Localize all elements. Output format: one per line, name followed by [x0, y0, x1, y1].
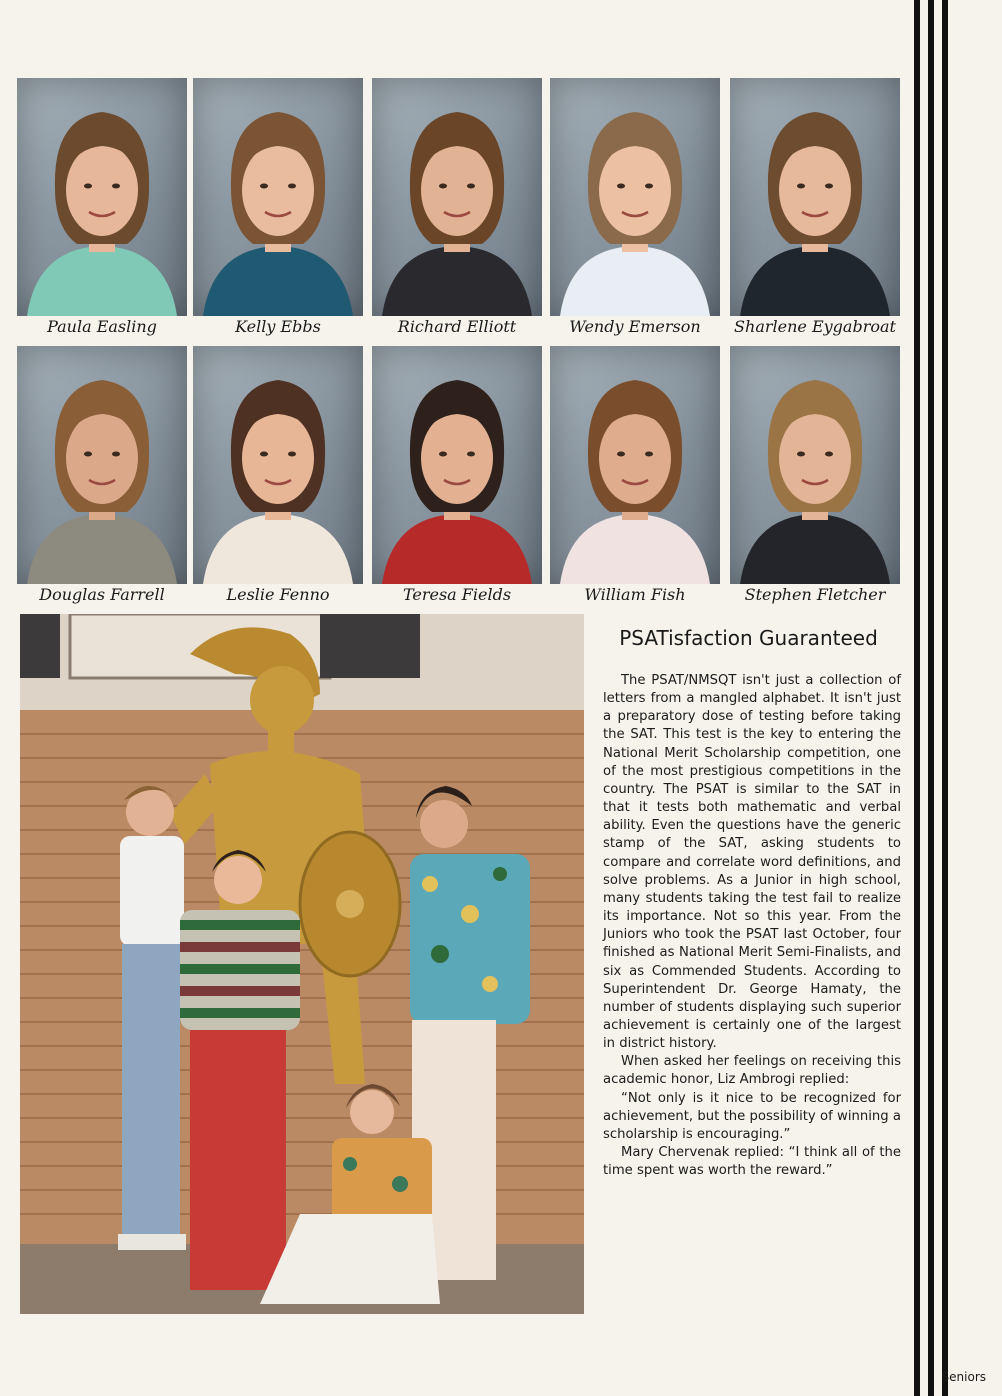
portrait-name: Leslie Fenno	[226, 585, 330, 604]
group-photo	[20, 614, 584, 1314]
person-striped-sweater	[180, 850, 300, 1290]
portrait-name: William Fish	[584, 585, 686, 604]
portrait-photo	[550, 346, 720, 584]
portrait-photo	[372, 78, 542, 316]
portrait-name: Stephen Fletcher	[744, 585, 886, 604]
portrait-photo	[17, 346, 187, 584]
portrait-name: Teresa Fields	[402, 585, 512, 604]
portrait-photo	[550, 78, 720, 316]
article-body	[603, 672, 901, 1180]
portrait-photo	[17, 78, 187, 316]
portrait-photo	[730, 346, 900, 584]
article-paragraph: When asked her feelings on receiving this academic honor, Liz Ambrogi replied:	[603, 1054, 901, 1088]
portrait-name: Paula Easling	[47, 317, 157, 336]
section-label: Seniors	[941, 1370, 986, 1384]
article-headline: PSATisfaction Guaranteed	[619, 626, 878, 650]
portrait-photo	[193, 78, 363, 316]
portrait-name: Douglas Farrell	[39, 585, 165, 604]
portrait-name: Kelly Ebbs	[235, 317, 321, 336]
article-paragraph: The PSAT/NMSQT isn't just a collection of letters from a mangled alphabet. It isn't just a preparatory dose of testing before taking the SAT. This test is the key to entering the National Merit Scholarship competition, one of the most prestigious competitions in the country. The PSAT is similar to the SAT in that it tests both mathematic and verbal ability. Even the questions have the generic stamp of the SAT, asking students to compare and correlate word definitions, and solve problems. As a Junior in high school, many students taking the test fail to realize its importance. Not so this year. From the Juniors who took the PSAT last October, four finished as National Merit Semi-Finalists, and six as Commended Students. According to Superintendent Dr. George Hamaty, the number of students displaying such superior achievement is certainly one of the largest in district history.	[603, 673, 901, 1052]
portrait-name: Richard Elliott	[397, 317, 517, 336]
portrait-name: Wendy Emerson	[569, 317, 701, 336]
person-white-tee	[118, 786, 186, 1250]
decorative-border-stripes	[912, 0, 1002, 1396]
article-paragraph: Mary Chervenak replied: “I think all of the time spent was worth the reward.”	[603, 1145, 901, 1179]
portrait-name: Sharlene Eygabroat	[734, 317, 896, 336]
portrait-photo	[730, 78, 900, 316]
portrait-photo	[193, 346, 363, 584]
portrait-photo	[372, 346, 542, 584]
article-quote: “Not only is it nice to be recognized for achievement, but the possibility of winning a scholarship is encouraging.”	[603, 1090, 901, 1142]
